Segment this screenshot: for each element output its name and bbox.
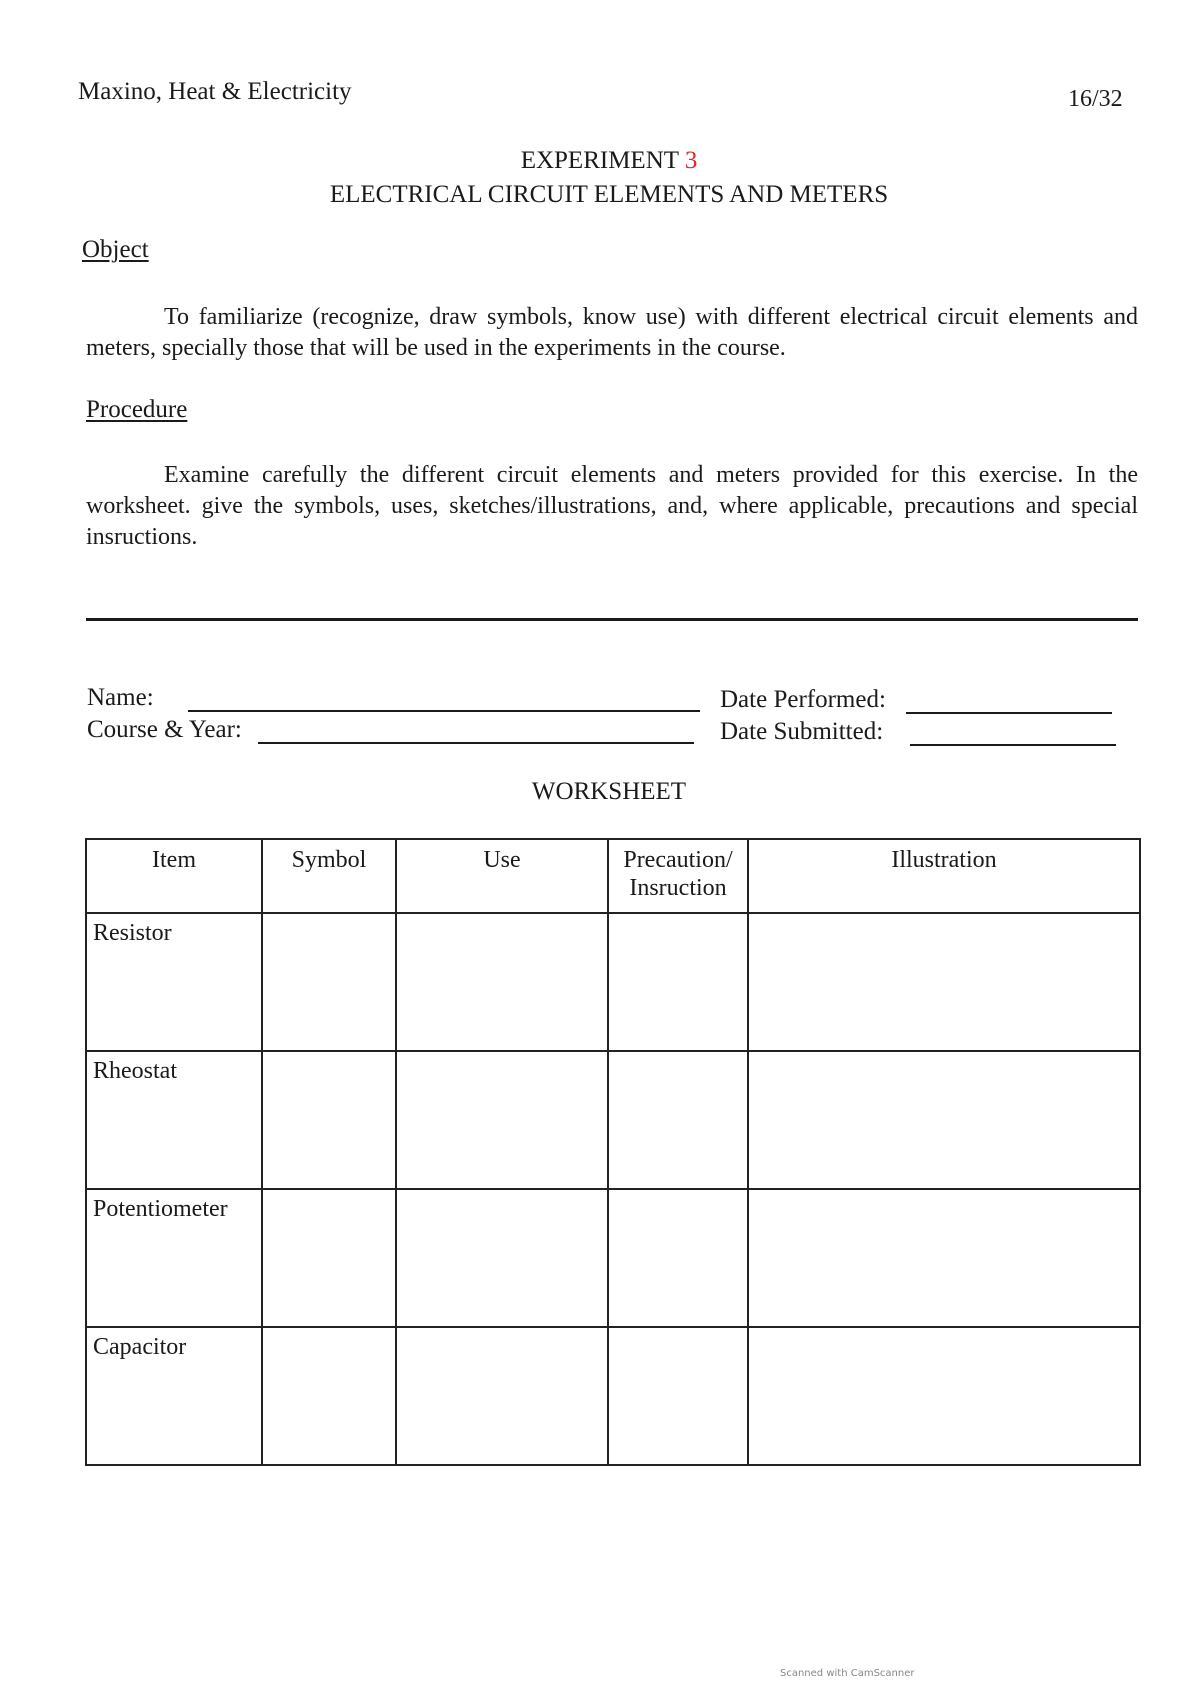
precaution-cell[interactable] bbox=[608, 1189, 748, 1327]
experiment-word: EXPERIMENT bbox=[520, 147, 679, 174]
column-header-use: Use bbox=[396, 839, 608, 913]
header-course-title: Maxino, Heat & Electricity bbox=[78, 78, 352, 105]
table-row bbox=[86, 1327, 1140, 1465]
use-cell[interactable] bbox=[396, 1327, 608, 1465]
row-item-capacitor: Capacitor bbox=[86, 1327, 262, 1465]
course-year-field[interactable] bbox=[258, 742, 694, 744]
worksheet-table bbox=[85, 838, 1141, 1466]
use-cell[interactable] bbox=[396, 1051, 608, 1189]
date-performed-label: Date Performed: bbox=[720, 686, 886, 713]
procedure-paragraph: Examine carefully the different circuit elements and meters provided for this exercise. In the worksheet. give the symbols, uses, sketches/illustrations, and, where applicable, precautions and special insructions. bbox=[86, 462, 1138, 550]
symbol-cell[interactable] bbox=[262, 913, 396, 1051]
object-heading: Object bbox=[82, 236, 149, 263]
procedure-heading: Procedure bbox=[86, 396, 188, 423]
date-submitted-label: Date Submitted: bbox=[720, 718, 884, 745]
course-year-label: Course & Year: bbox=[87, 716, 242, 743]
column-header-illustration: Illustration bbox=[748, 839, 1140, 913]
section-divider bbox=[86, 618, 1138, 621]
row-item-rheostat: Rheostat bbox=[86, 1051, 262, 1189]
symbol-cell[interactable] bbox=[262, 1189, 396, 1327]
column-header-symbol: Symbol bbox=[262, 839, 396, 913]
symbol-cell[interactable] bbox=[262, 1051, 396, 1189]
row-item-potentiometer: Potentiometer bbox=[86, 1189, 262, 1327]
precaution-cell[interactable] bbox=[608, 1051, 748, 1189]
experiment-number-line bbox=[0, 144, 1200, 178]
page-number: 16/32 bbox=[1068, 86, 1123, 112]
precaution-cell[interactable] bbox=[608, 1327, 748, 1465]
worksheet-title: WORKSHEET bbox=[531, 778, 687, 805]
object-paragraph: To familiarize (recognize, draw symbols, know use) with different electrical circuit elements and meters, specially those that will be used in the experiments in the course. bbox=[86, 304, 1138, 361]
table-header-row bbox=[86, 839, 1140, 913]
use-cell[interactable] bbox=[396, 1189, 608, 1327]
date-submitted-field[interactable] bbox=[910, 744, 1116, 746]
name-label: Name: bbox=[87, 684, 154, 711]
date-performed-field[interactable] bbox=[906, 712, 1112, 714]
name-field[interactable] bbox=[188, 710, 700, 712]
scanner-watermark: Scanned with CamScanner bbox=[780, 1668, 915, 1679]
row-item-resistor: Resistor bbox=[86, 913, 262, 1051]
use-cell[interactable] bbox=[396, 913, 608, 1051]
illustration-cell[interactable] bbox=[748, 1327, 1140, 1465]
table-row bbox=[86, 913, 1140, 1051]
table-row bbox=[86, 1051, 1140, 1189]
illustration-cell[interactable] bbox=[748, 1051, 1140, 1189]
symbol-cell[interactable] bbox=[262, 1327, 396, 1465]
column-header-item: Item bbox=[86, 839, 262, 913]
precaution-cell[interactable] bbox=[608, 913, 748, 1051]
experiment-heading bbox=[0, 144, 1200, 212]
illustration-cell[interactable] bbox=[748, 1189, 1140, 1327]
experiment-number: 3 bbox=[684, 147, 698, 174]
column-header-precaution: Precaution/ Insruction bbox=[608, 839, 748, 913]
table-row bbox=[86, 1189, 1140, 1327]
illustration-cell[interactable] bbox=[748, 913, 1140, 1051]
experiment-subtitle: ELECTRICAL CIRCUIT ELEMENTS AND METERS bbox=[329, 181, 889, 208]
